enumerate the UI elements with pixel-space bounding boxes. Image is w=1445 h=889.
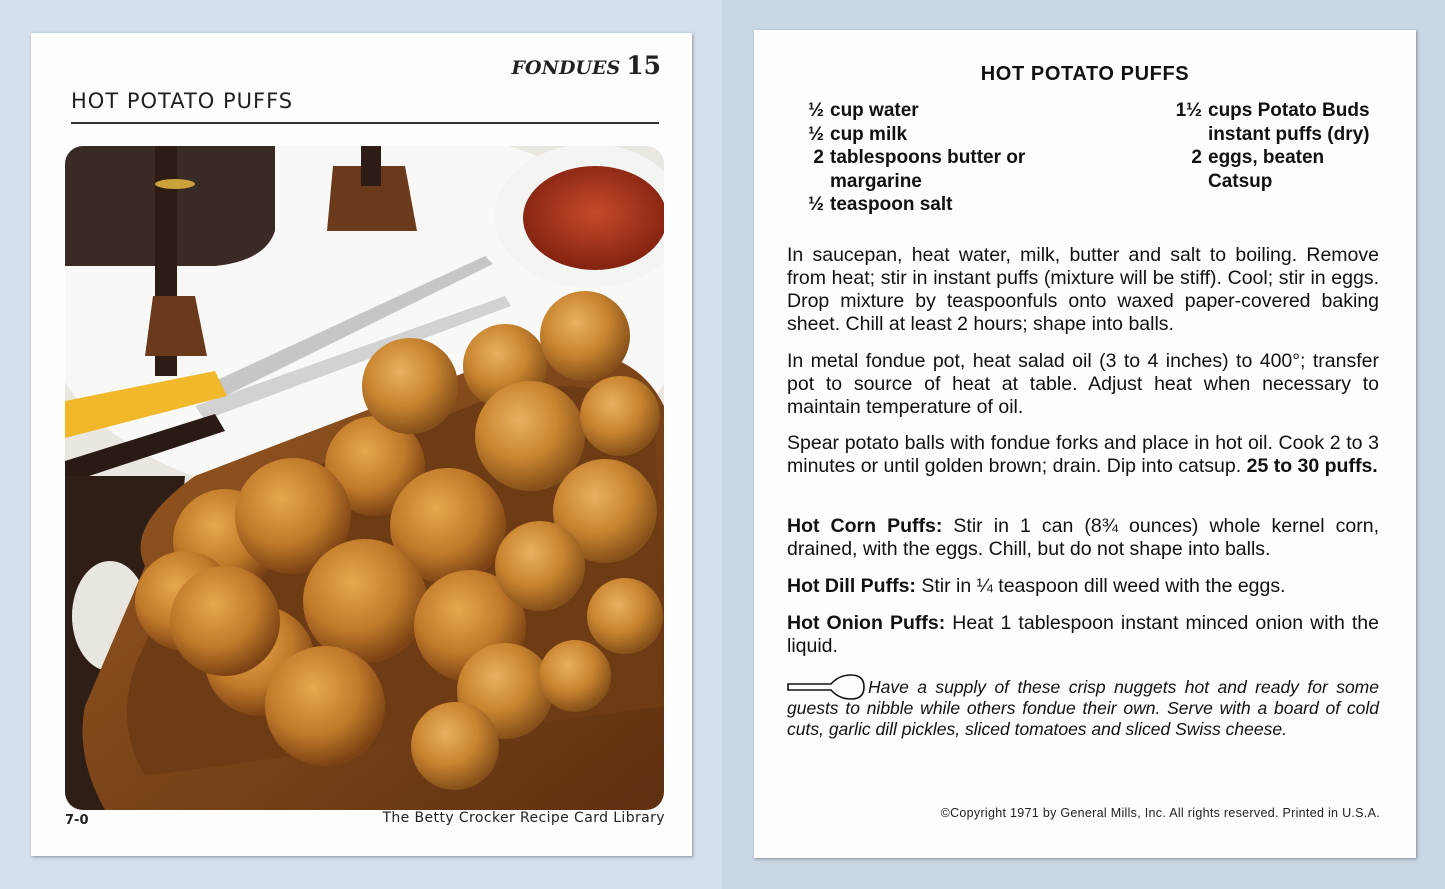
variation-onion bbox=[787, 612, 1379, 658]
step-3 bbox=[787, 432, 1379, 478]
ingredient-qty: ½ bbox=[808, 123, 824, 145]
ingredient-name: cups Potato Buds instant puffs (dry) bbox=[1208, 100, 1370, 145]
ingredient-item bbox=[1162, 170, 1377, 194]
ingredient-item bbox=[799, 99, 1099, 123]
recipe-card-front bbox=[31, 33, 692, 856]
back-title: HOT POTATO PUFFS bbox=[980, 63, 1190, 85]
recipe-photo bbox=[65, 146, 664, 810]
ingredient-name: Catsup bbox=[1208, 170, 1273, 192]
ingredient-qty: ½ bbox=[808, 100, 824, 121]
ingredient-item bbox=[799, 146, 1099, 193]
ingredient-item bbox=[799, 193, 1099, 217]
step-2: In metal fondue pot, heat salad oil (3 to 4 inches) to 400°; transfer pot to source of heat at table. Adjust heat when necessary to maintain temperature of oil. bbox=[787, 350, 1379, 418]
variation-text: Stir in ¼ teaspoon dill weed with the eggs. bbox=[921, 575, 1286, 597]
ingredient-qty: 2 bbox=[813, 147, 824, 168]
variation-name: Hot Onion Puffs: bbox=[787, 612, 946, 634]
recipe-yield: 25 to 30 puffs. bbox=[1246, 455, 1378, 477]
section-number: 15 bbox=[626, 51, 661, 80]
ingredient-name: tablespoons butter or margarine bbox=[830, 147, 1026, 192]
step-3-text: Spear potato balls with fondue forks and place in hot oil. Cook 2 to 3 minutes or until golden brown; drain. Dip into catsup. bbox=[787, 432, 1379, 477]
ingredient-item bbox=[1162, 146, 1377, 170]
recipe-card-back bbox=[754, 30, 1416, 858]
potato-puffs-illustration bbox=[65, 146, 664, 810]
ingredient-name: teaspoon salt bbox=[830, 194, 953, 215]
ingredient-name: cup milk bbox=[830, 123, 908, 145]
variation-text: Stir in 1 can (8¾ ounces) whole kernel corn, drained, with the eggs. Chill, but do not shape into balls. bbox=[787, 515, 1379, 560]
ingredient-qty bbox=[1162, 170, 1202, 194]
ingredients-right bbox=[1162, 99, 1377, 193]
ingredient-item bbox=[799, 123, 1099, 147]
ingredient-name: cup water bbox=[830, 100, 919, 121]
ingredient-name: eggs, beaten bbox=[1208, 147, 1325, 168]
front-title: HOT POTATO PUFFS bbox=[71, 89, 294, 113]
section-label bbox=[512, 51, 661, 80]
card-code: 7-0 bbox=[65, 813, 89, 828]
ingredients-left bbox=[799, 99, 1099, 217]
variation-corn bbox=[787, 515, 1379, 561]
variation-name: Hot Corn Puffs: bbox=[787, 515, 943, 537]
step-1: In saucepan, heat water, milk, butter and salt to boiling. Remove from heat; stir in instant puffs (mixture will be stiff). Cool; stir in eggs. Drop mixture by teaspoonfuls onto waxed paper-covered baking sheet. Chill at least 2 hours; shape into balls. bbox=[787, 244, 1379, 335]
ingredient-qty: 2 bbox=[1191, 147, 1202, 168]
library-credit: The Betty Crocker Recipe Card Library bbox=[382, 810, 665, 826]
variation-text: Heat 1 tablespoon instant minced onion with the liquid. bbox=[787, 612, 1379, 657]
copyright-notice: ©Copyright 1971 by General Mills, Inc. All rights reserved. Printed in U.S.A. bbox=[940, 806, 1380, 820]
variation-dill bbox=[787, 575, 1379, 598]
serving-tip: Have a supply of these crisp nuggets hot and ready for some guests to nibble while others fondue their own. Serve with a board of cold cuts, garlic dill pickles, sliced tomatoes and sliced Swiss cheese. bbox=[787, 677, 1379, 739]
variation-name: Hot Dill Puffs: bbox=[787, 575, 916, 597]
ingredient-qty: 1½ bbox=[1175, 100, 1202, 121]
ingredient-item bbox=[1162, 99, 1377, 146]
section-name: FONDUES bbox=[511, 57, 621, 79]
title-divider bbox=[71, 122, 659, 124]
ingredient-qty: ½ bbox=[808, 194, 824, 215]
